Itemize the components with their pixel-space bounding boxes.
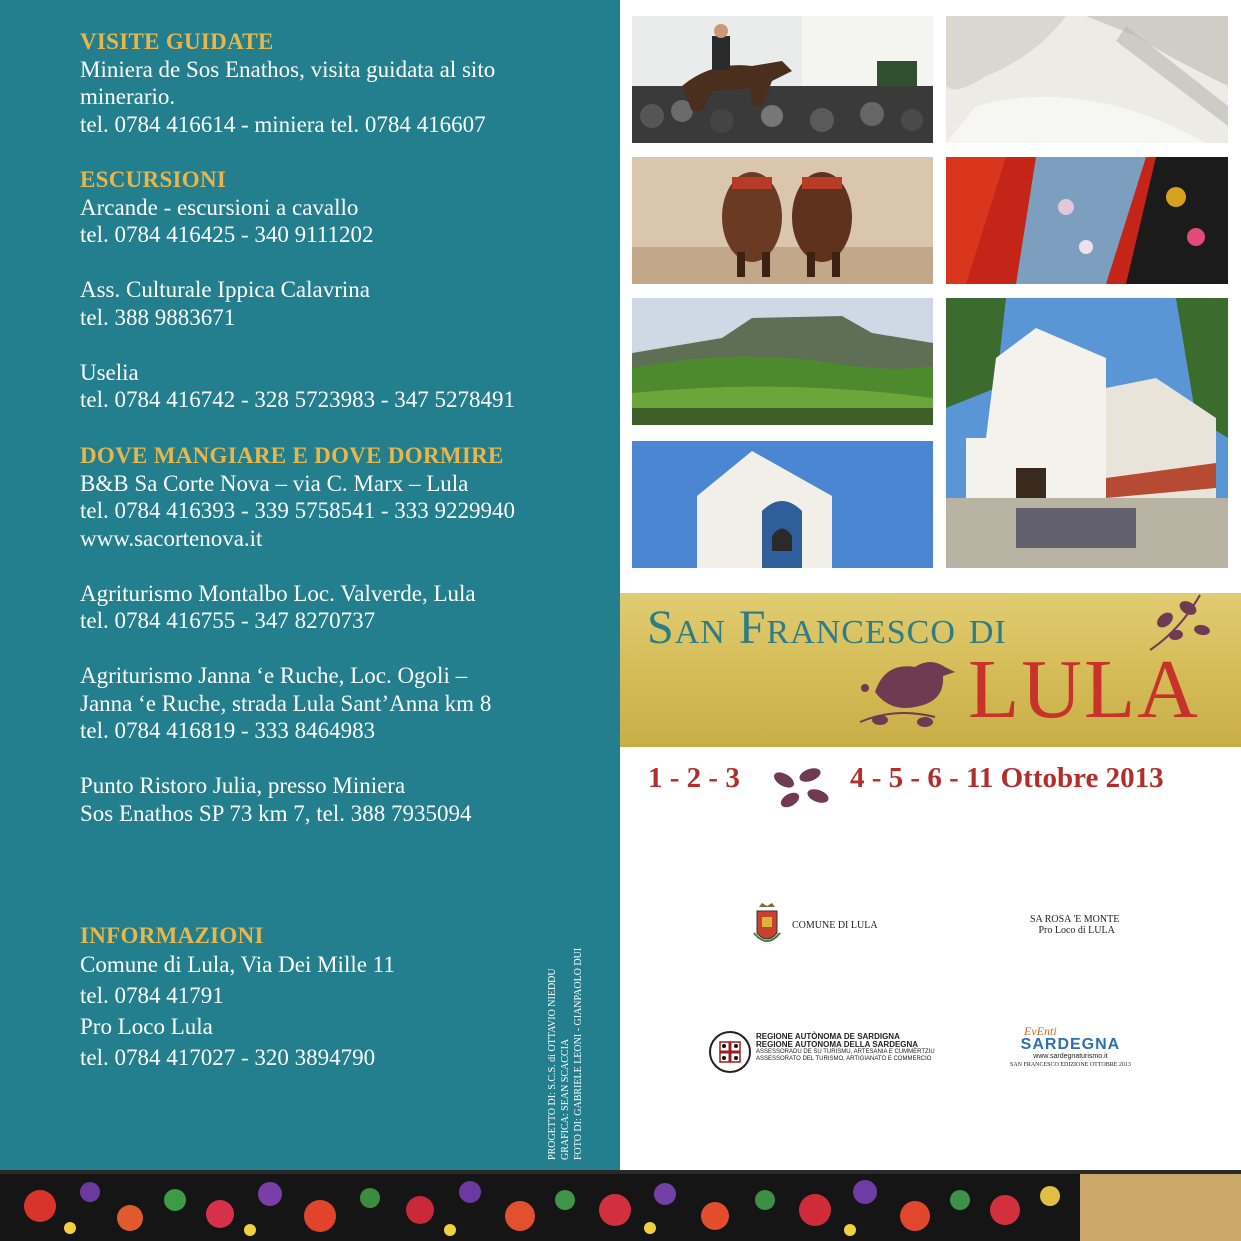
photo-horses-running bbox=[632, 157, 933, 284]
photo-white-lace bbox=[946, 16, 1228, 143]
proloco-label bbox=[1030, 914, 1119, 936]
leaves-icon bbox=[770, 766, 838, 810]
credits bbox=[546, 900, 606, 1160]
info-panel bbox=[0, 0, 620, 1170]
text-line: Agriturismo Montalbo Loc. Valverde, Lula bbox=[80, 580, 476, 606]
text-line: tel. 388 9883671 bbox=[80, 304, 236, 330]
text-line: Ass. Culturale Ippica Calavrina bbox=[80, 277, 370, 302]
section-heading: DOVE MANGIARE E DOVE DORMIRE bbox=[80, 443, 504, 468]
proloco-line: Pro Loco di LULA bbox=[1038, 925, 1115, 936]
eventi-line: EvEnti bbox=[1024, 1024, 1057, 1038]
text-line: Sos Enathos SP 73 km 7, tel. 388 7935094 bbox=[80, 800, 472, 826]
comune-label: COMUNE DI LULA bbox=[792, 920, 878, 931]
photo-church bbox=[946, 298, 1228, 568]
credit-line: PROGETTO DI: S.C.S. di OTTAVIO NIEDDU bbox=[547, 968, 558, 1160]
section-heading: INFORMAZIONI bbox=[80, 923, 264, 948]
text-line: Agriturismo Janna ‘e Ruche, Loc. Ogoli – bbox=[80, 663, 468, 688]
section-dove-mangiare bbox=[80, 442, 515, 827]
text-line: tel. 0784 416425 - 340 9111202 bbox=[80, 222, 374, 247]
text-line: minerario. bbox=[80, 84, 176, 109]
dates-first: 1 - 2 - 3 bbox=[648, 762, 740, 794]
photo-horse-rider bbox=[632, 16, 933, 143]
bird-icon bbox=[855, 652, 965, 732]
text-line: tel. 0784 416614 - miniera tel. 0784 416607 bbox=[80, 111, 486, 137]
text-line: tel. 0784 41791 bbox=[80, 983, 224, 1008]
eventi-line: SARDEGNA bbox=[1020, 1036, 1121, 1053]
photo-bell-tower bbox=[632, 441, 933, 568]
photo-landscape bbox=[632, 298, 933, 425]
text-line: Comune di Lula, Via Dei Mille 11 bbox=[80, 952, 395, 977]
credit-line: GRAFICA: SEAN SCACCIA bbox=[560, 1038, 571, 1160]
regione-line: ASSESSORATO DEL TURISMO, ARTIGIANATO E COMMERCIO bbox=[756, 1056, 932, 1062]
regione-line: REGIONE AUTONOMA DELLA SARDEGNA bbox=[756, 1040, 919, 1049]
leaf-branch-icon bbox=[1140, 590, 1230, 660]
photo-red-embroidery bbox=[946, 157, 1228, 284]
credit-line: FOTO DI: GABRIELE LEONI - GIANPAOLO DUI bbox=[573, 947, 584, 1160]
text-line: Janna ‘e Ruche, strada Lula Sant’Anna km 8 bbox=[80, 690, 492, 716]
title-line-1: San Francesco di bbox=[647, 601, 1007, 654]
regione-line: ASSESSORADU DE SU TURISMU, ARTESANIA E CUMMÈRTZIU bbox=[756, 1049, 935, 1055]
section-visite-guidate bbox=[80, 28, 495, 138]
dates-second: 4 - 5 - 6 - 11 Ottobre 2013 bbox=[850, 762, 1164, 794]
text-line: Pro Loco Lula bbox=[80, 1014, 213, 1039]
proloco-line: SA ROSA 'E MONTE bbox=[1030, 914, 1120, 925]
text-line: Miniera de Sos Enathos, visita guidata al sito bbox=[80, 56, 496, 82]
regione-label bbox=[756, 1033, 935, 1063]
eventi-line: SAN FRANCESCO EDIZIONE OTTOBRE 2013 bbox=[1010, 1062, 1131, 1068]
section-heading: VISITE GUIDATE bbox=[80, 29, 274, 54]
text-line: tel. 0784 416393 - 339 5758541 - 333 9229940 bbox=[80, 498, 516, 523]
text-line: tel. 0784 416755 - 347 8270737 bbox=[80, 608, 376, 633]
eventi-line: www.sardegnaturismo.it bbox=[1033, 1053, 1108, 1060]
text-line: tel. 0784 417027 - 320 3894790 bbox=[80, 1045, 376, 1070]
section-informazioni bbox=[80, 922, 395, 1073]
section-heading: ESCURSIONI bbox=[80, 167, 227, 192]
eventi-sardegna-logo bbox=[1010, 1026, 1131, 1069]
section-escursioni bbox=[80, 166, 515, 414]
comune-crest-icon bbox=[752, 903, 782, 949]
text-line: tel. 0784 416742 - 328 5723983 - 347 5278491 bbox=[80, 387, 516, 412]
website-link[interactable]: www.sacortenova.it bbox=[80, 525, 263, 551]
text-line: Arcande - escursioni a cavallo bbox=[80, 194, 359, 220]
regione-line: REGIONE AUTÒNOMA DE SARDIGNA bbox=[756, 1032, 900, 1041]
text-line: Punto Ristoro Julia, presso Miniera bbox=[80, 773, 406, 798]
text-line: tel. 0784 416819 - 333 8464983 bbox=[80, 718, 376, 743]
regione-crest-icon bbox=[708, 1028, 752, 1076]
title-line-2: LULA bbox=[968, 643, 1200, 736]
text-line: Uselia bbox=[80, 359, 139, 385]
text-line: B&B Sa Corte Nova – via C. Marx – Lula bbox=[80, 470, 469, 496]
embroidery-border bbox=[0, 1170, 1241, 1241]
